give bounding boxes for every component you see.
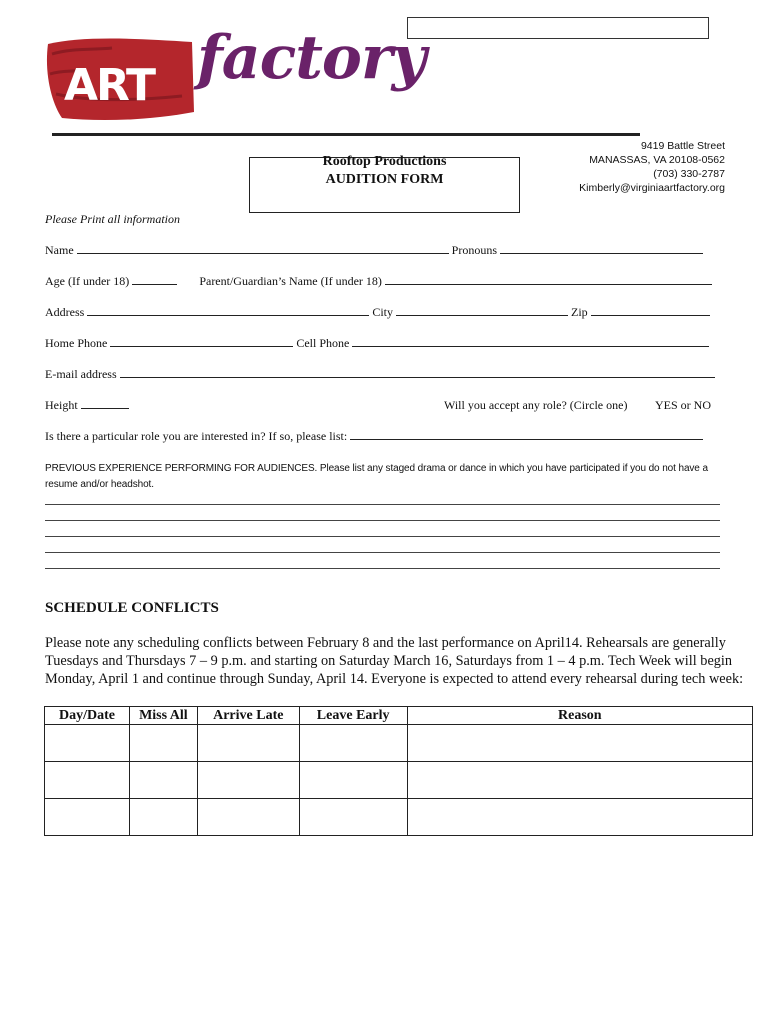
- address-email: Kimberly@virginiaartfactory.org: [579, 182, 725, 194]
- col-day-date: Day/Date: [45, 707, 130, 725]
- cell-reason[interactable]: [407, 799, 752, 836]
- cell-leave-early[interactable]: [299, 725, 407, 762]
- zip-label: Zip: [571, 305, 588, 319]
- logo-art-text: ART: [64, 60, 154, 111]
- pronouns-field[interactable]: [500, 243, 703, 254]
- row-address: [45, 305, 710, 320]
- age-field[interactable]: [132, 274, 177, 285]
- cell-arrive-late[interactable]: [197, 799, 299, 836]
- logo-factory-text: factory: [197, 23, 426, 93]
- col-reason: Reason: [407, 707, 752, 725]
- row-phone: [45, 336, 709, 351]
- guardian-label: Parent/Guardian’s Name (If under 18): [199, 274, 382, 288]
- cell-miss-all[interactable]: [129, 725, 197, 762]
- city-field[interactable]: [396, 305, 568, 316]
- form-title: AUDITION FORM: [325, 172, 444, 187]
- row-email: [45, 367, 715, 382]
- row-particular-role: [45, 429, 703, 444]
- table-row: [45, 762, 753, 799]
- accept-role-label: Will you accept any role? (Circle one): [444, 398, 628, 412]
- table-header-row: [45, 707, 753, 725]
- name-field[interactable]: [77, 243, 449, 254]
- experience-line[interactable]: [45, 536, 720, 537]
- cell-arrive-late[interactable]: [197, 762, 299, 799]
- table-row: [45, 725, 753, 762]
- city-label: City: [372, 305, 393, 319]
- particular-role-label: Is there a particular role you are interested in? If so, please list:: [45, 429, 348, 443]
- table-row: [45, 799, 753, 836]
- name-label: Name: [45, 243, 74, 257]
- address-street: 9419 Battle Street: [640, 140, 725, 152]
- experience-instructions: PREVIOUS EXPERIENCE PERFORMING FOR AUDIENCES. Please list any staged drama or dance in which you have participated if you do not have a resume and/or headshot.: [45, 463, 708, 490]
- cell-reason[interactable]: [407, 762, 752, 799]
- address-label: Address: [45, 305, 85, 319]
- cell-phone-label: Cell Phone: [296, 336, 350, 350]
- experience-line[interactable]: [45, 504, 720, 505]
- experience-line[interactable]: [45, 568, 720, 569]
- yes-no-choice[interactable]: YES or NO: [655, 398, 711, 412]
- particular-role-field[interactable]: [350, 429, 703, 440]
- header-rule: [52, 133, 640, 136]
- address-city: MANASSAS, VA 20108-0562: [589, 154, 725, 166]
- cell-miss-all[interactable]: [129, 762, 197, 799]
- col-arrive-late: Arrive Late: [197, 707, 299, 725]
- schedule-table: [44, 706, 753, 836]
- guardian-field[interactable]: [385, 274, 712, 285]
- schedule-paragraph: Please note any scheduling conflicts between February 8 and the last performance on April14. Rehearsals are generally Tuesdays and Thursdays 7 – 9 p.m. and starting on Saturday March 16, Saturdays from 1 – 4 p.m. Tech Week will begin Monday, April 1 and continue through Sunday, April 14. Everyone is expected to attend every rehearsal during tech week:: [45, 635, 744, 687]
- age-label: Age (If under 18): [45, 274, 130, 288]
- email-field[interactable]: [120, 367, 715, 378]
- cell-day-date[interactable]: [45, 799, 130, 836]
- address-field[interactable]: [87, 305, 369, 316]
- cell-miss-all[interactable]: [129, 799, 197, 836]
- top-text-field[interactable]: [407, 17, 709, 39]
- height-label: Height: [45, 398, 78, 412]
- cell-leave-early[interactable]: [299, 799, 407, 836]
- production-title: Rooftop Productions: [322, 154, 447, 169]
- cell-reason[interactable]: [407, 725, 752, 762]
- email-label: E-mail address: [45, 367, 117, 381]
- cell-day-date[interactable]: [45, 762, 130, 799]
- col-leave-early: Leave Early: [299, 707, 407, 725]
- experience-line[interactable]: [45, 520, 720, 521]
- print-instructions: Please Print all information: [45, 212, 180, 226]
- col-miss-all: Miss All: [129, 707, 197, 725]
- address-phone: (703) 330-2787: [653, 168, 725, 180]
- home-phone-label: Home Phone: [45, 336, 108, 350]
- cell-phone-field[interactable]: [352, 336, 709, 347]
- row-height: [45, 398, 129, 413]
- row-name: [45, 243, 703, 258]
- pronouns-label: Pronouns: [451, 243, 497, 257]
- home-phone-field[interactable]: [110, 336, 293, 347]
- zip-field[interactable]: [591, 305, 710, 316]
- schedule-heading: SCHEDULE CONFLICTS: [45, 600, 219, 616]
- height-field[interactable]: [81, 398, 129, 409]
- row-age: [45, 274, 712, 289]
- cell-leave-early[interactable]: [299, 762, 407, 799]
- cell-arrive-late[interactable]: [197, 725, 299, 762]
- cell-day-date[interactable]: [45, 725, 130, 762]
- experience-line[interactable]: [45, 552, 720, 553]
